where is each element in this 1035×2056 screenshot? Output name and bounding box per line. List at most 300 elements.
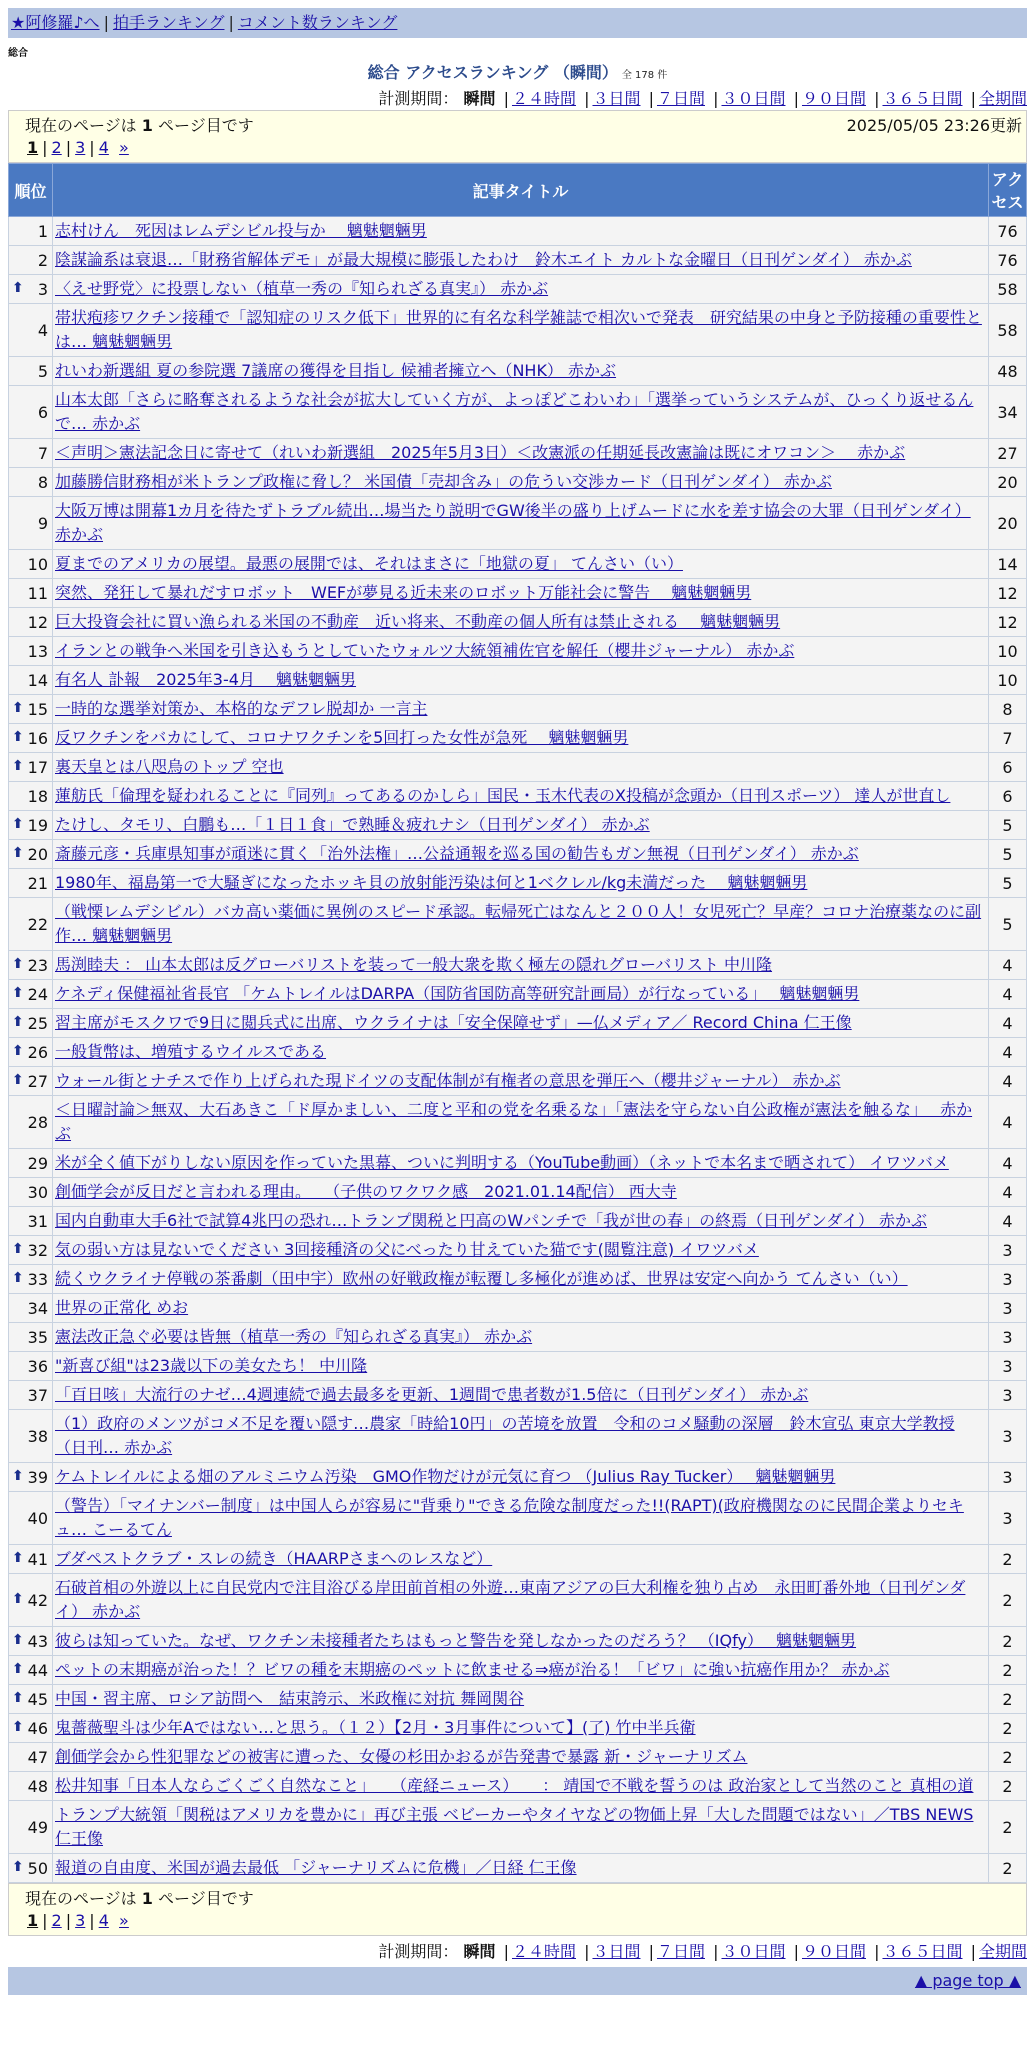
title-cell bbox=[53, 1463, 989, 1492]
rank-number: 23 bbox=[27, 955, 48, 975]
updated-time: 2025/05/05 23:26更新 bbox=[846, 116, 1022, 135]
table-row bbox=[9, 695, 1027, 724]
rank-number: 38 bbox=[27, 1426, 48, 1446]
access-count: 2 bbox=[989, 1714, 1027, 1743]
rank-number: 39 bbox=[27, 1467, 48, 1487]
access-count: 7 bbox=[989, 724, 1027, 753]
table-row bbox=[9, 550, 1027, 579]
rank-cell bbox=[9, 695, 53, 724]
pager-link-4[interactable]: 4 bbox=[98, 138, 109, 157]
title-cell bbox=[53, 1574, 989, 1627]
ranking-table bbox=[8, 163, 1027, 1883]
period-link-30d[interactable]: ３０日間 bbox=[721, 89, 786, 108]
article-link[interactable]: 加藤勝信財務相が米トランプ政権に脅し？ 米国債「売却含み」の危うい交渉カード（日刊ゲンダイ） 赤かぶ bbox=[55, 472, 832, 491]
pager-current: 1 bbox=[27, 1911, 39, 1930]
rank-cell bbox=[9, 1096, 53, 1149]
header-title: 記事タイトル bbox=[53, 164, 989, 217]
table-row bbox=[9, 275, 1027, 304]
article-link[interactable]: 憲法改正急ぐ必要は皆無（植草一秀の『知られざる真実』） 赤かぶ bbox=[55, 1327, 533, 1346]
article-link[interactable]: 創価学会から性犯罪などの被害に遭った、女優の杉田かおるが告発書で暴露 新・ジャーナリズム bbox=[55, 1747, 748, 1766]
access-count: 5 bbox=[989, 869, 1027, 898]
title-cell bbox=[53, 497, 989, 550]
article-link[interactable]: 大阪万博は開幕1カ月を待たずトラブル続出…場当たり説明でGW後半の盛り上げムードに水を差す協会の大罪（日刊ゲンダイ） 赤かぶ bbox=[55, 501, 971, 544]
table-row bbox=[9, 1067, 1027, 1096]
article-link[interactable]: 蓮舫氏「倫理を疑われることに『同列』ってあるのかしら」国民・玉木代表のX投稿が念頭か（日刊スポーツ） 達人が世直し bbox=[55, 786, 951, 805]
rank-number: 36 bbox=[27, 1356, 48, 1376]
table-row bbox=[9, 1463, 1027, 1492]
up-arrow-icon: ⬆ bbox=[12, 984, 24, 1001]
access-count: 8 bbox=[989, 695, 1027, 724]
title-cell bbox=[53, 753, 989, 782]
table-row bbox=[9, 1854, 1027, 1883]
title-cell bbox=[53, 1294, 989, 1323]
table-row bbox=[9, 1352, 1027, 1381]
ranking-body bbox=[9, 217, 1027, 1883]
title-cell bbox=[53, 1854, 989, 1883]
title-cell bbox=[53, 898, 989, 951]
pager-status-post: ページ目です bbox=[158, 116, 254, 135]
rank-cell bbox=[9, 1038, 53, 1067]
table-row bbox=[9, 1178, 1027, 1207]
access-count: 4 bbox=[989, 980, 1027, 1009]
rank-number: 9 bbox=[37, 513, 48, 533]
access-count: 3 bbox=[989, 1463, 1027, 1492]
rank-number: 32 bbox=[27, 1240, 48, 1260]
title-cell bbox=[53, 579, 989, 608]
rank-cell bbox=[9, 1656, 53, 1685]
top-nav: ★阿修羅♪へ | 拍手ランキング | コメント数ランキング bbox=[8, 8, 1027, 38]
title-cell bbox=[53, 724, 989, 753]
title-cell bbox=[53, 304, 989, 357]
access-count: 76 bbox=[989, 246, 1027, 275]
pager-status-post: ページ目です bbox=[158, 1889, 254, 1908]
rank-cell bbox=[9, 811, 53, 840]
up-arrow-icon: ⬆ bbox=[12, 1689, 24, 1706]
access-count: 2 bbox=[989, 1743, 1027, 1772]
title-cell bbox=[53, 1381, 989, 1410]
table-row bbox=[9, 497, 1027, 550]
access-count: 3 bbox=[989, 1265, 1027, 1294]
rank-cell bbox=[9, 1492, 53, 1545]
article-link[interactable]: 夏までのアメリカの展望。最悪の展開では、それはまさに「地獄の夏」 てんさい（い） bbox=[55, 554, 683, 573]
period-link-24h[interactable]: ２４時間 bbox=[511, 1942, 576, 1961]
article-link[interactable]: ＜日曜討論＞無双、大石あきこ「ド厚かましい、二度と平和の党を名乗るな」「憲法を守らない自公政権が憲法を触るな」 赤かぶ bbox=[55, 1100, 973, 1143]
rank-number: 20 bbox=[27, 844, 48, 864]
table-row bbox=[9, 1381, 1027, 1410]
rank-number: 17 bbox=[27, 757, 48, 777]
title-cell bbox=[53, 695, 989, 724]
access-count: 4 bbox=[989, 1207, 1027, 1236]
title-cell bbox=[53, 1627, 989, 1656]
rank-number: 24 bbox=[27, 984, 48, 1004]
rank-number: 13 bbox=[27, 641, 48, 661]
table-row bbox=[9, 357, 1027, 386]
up-arrow-icon: ⬆ bbox=[12, 1631, 24, 1648]
access-count: 5 bbox=[989, 811, 1027, 840]
article-link[interactable]: 松井知事「日本人ならごくごく自然なこと」 （産経ニュース） ： 靖国で不戦を誓うのは 政治家として当然のこと 真相の道 bbox=[55, 1776, 974, 1795]
rank-number: 18 bbox=[27, 786, 48, 806]
period-link-7d[interactable]: ７日間 bbox=[656, 89, 705, 108]
pager-status-num: 1 bbox=[141, 116, 153, 135]
rank-cell bbox=[9, 386, 53, 439]
rank-number: 8 bbox=[37, 472, 48, 492]
rank-number: 11 bbox=[27, 583, 48, 603]
table-row bbox=[9, 637, 1027, 666]
title-cell bbox=[53, 951, 989, 980]
article-link[interactable]: 一時的な選挙対策か、本格的なデフレ脱却か 一言主 bbox=[55, 699, 428, 718]
article-link[interactable]: 石破首相の外遊以上に自民党内で注目浴びる岸田前首相の外遊…東南アジアの巨大利権を独り占め 永田町番外地（日刊ゲンダイ） 赤かぶ bbox=[55, 1578, 966, 1621]
rank-cell bbox=[9, 666, 53, 695]
title-cell bbox=[53, 1656, 989, 1685]
footer-bar bbox=[8, 1967, 1027, 1995]
rank-number: 41 bbox=[27, 1549, 48, 1569]
rank-number: 10 bbox=[27, 554, 48, 574]
title-cell bbox=[53, 782, 989, 811]
access-count: 3 bbox=[989, 1294, 1027, 1323]
article-link[interactable]: （戦慄レムデシビル）バカ高い薬価に異例のスピード承認。転帰死亡はなんと２００人！女児死亡？早産？コロナ治療薬なのに副作… 魑魅魍魎男 bbox=[55, 902, 982, 945]
article-link[interactable]: 反ワクチンをバカにして、コロナワクチンを5回打った女性が急死 魑魅魍魎男 bbox=[55, 728, 629, 747]
table-row bbox=[9, 753, 1027, 782]
article-link[interactable]: 米が全く値下がりしない原因を作っていた黒幕、ついに判明する（YouTube動画）（ネットで本名まで晒されて） イワツバメ bbox=[55, 1153, 949, 1172]
access-count: 5 bbox=[989, 840, 1027, 869]
article-link[interactable]: ケネディ保健福祉省長官 「ケムトレイルはDARPA（国防省国防高等研究計画局）が行なっている」 魑魅魍魎男 bbox=[55, 984, 860, 1003]
access-count: 3 bbox=[989, 1352, 1027, 1381]
rank-cell bbox=[9, 1627, 53, 1656]
article-link[interactable]: ウォール街とナチスで作り上げられた現ドイツの支配体制が有権者の意思を弾圧へ（櫻井ジャーナル） 赤かぶ bbox=[55, 1071, 841, 1090]
rank-cell bbox=[9, 1545, 53, 1574]
rank-cell bbox=[9, 1207, 53, 1236]
article-link[interactable]: 国内自動車大手6社で試算4兆円の恐れ…トランプ関税と円高のWパンチで「我が世の春」の終焉（日刊ゲンダイ） 赤かぶ bbox=[55, 1211, 927, 1230]
access-count: 4 bbox=[989, 1096, 1027, 1149]
access-count: 4 bbox=[989, 1149, 1027, 1178]
title-cell bbox=[53, 811, 989, 840]
rank-number: 15 bbox=[27, 699, 48, 719]
title-cell bbox=[53, 1743, 989, 1772]
rank-number: 35 bbox=[27, 1327, 48, 1347]
title-cell bbox=[53, 357, 989, 386]
rank-cell bbox=[9, 724, 53, 753]
table-row bbox=[9, 1772, 1027, 1801]
pager-link-4[interactable]: 4 bbox=[98, 1911, 109, 1930]
rank-number: 2 bbox=[37, 250, 48, 270]
article-link[interactable]: 習主席がモスクワで9日に閲兵式に出席、ウクライナは「安全保障せず」—仏メディア／ Record China 仁王像 bbox=[55, 1013, 852, 1032]
table-row bbox=[9, 1236, 1027, 1265]
rank-number: 5 bbox=[37, 361, 48, 381]
period-link-3d[interactable]: ３日間 bbox=[592, 89, 641, 108]
article-link[interactable]: （1）政府のメンツがコメ不足を覆い隠す…農家「時給10円」の苦境を放置 令和のコメ騒動の深層 鈴木宣弘 東京大学教授（日刊… 赤かぶ bbox=[55, 1414, 955, 1457]
nav-link-clap-ranking[interactable]: 拍手ランキング bbox=[112, 13, 225, 32]
page-title-text: 総合 アクセスランキング （瞬間） bbox=[367, 63, 618, 82]
rank-number: 43 bbox=[27, 1631, 48, 1651]
access-count: 3 bbox=[989, 1410, 1027, 1463]
up-arrow-icon: ⬆ bbox=[12, 1467, 24, 1484]
table-row bbox=[9, 1545, 1027, 1574]
pager-link-3[interactable]: 3 bbox=[75, 138, 86, 157]
rank-cell bbox=[9, 1178, 53, 1207]
period-link-all[interactable]: 全期間 bbox=[978, 89, 1027, 108]
rank-cell bbox=[9, 782, 53, 811]
title-cell bbox=[53, 1149, 989, 1178]
period-link-7d[interactable]: ７日間 bbox=[656, 1942, 705, 1961]
rank-cell bbox=[9, 1410, 53, 1463]
rank-cell bbox=[9, 608, 53, 637]
title-cell bbox=[53, 1685, 989, 1714]
rank-number: 14 bbox=[27, 670, 48, 690]
article-link[interactable]: ケムトレイルによる畑のアルミニウム汚染 GMO作物だけが元気に育つ （Julius Ray Tucker） 魑魅魍魎男 bbox=[55, 1467, 836, 1486]
up-arrow-icon: ⬆ bbox=[12, 1858, 24, 1875]
pager-status-num: 1 bbox=[141, 1889, 153, 1908]
rank-cell bbox=[9, 468, 53, 497]
table-row bbox=[9, 439, 1027, 468]
rank-number: 29 bbox=[27, 1153, 48, 1173]
access-count: 2 bbox=[989, 1627, 1027, 1656]
table-row bbox=[9, 811, 1027, 840]
period-link-3d[interactable]: ３日間 bbox=[592, 1942, 641, 1961]
rank-cell bbox=[9, 275, 53, 304]
title-cell bbox=[53, 1009, 989, 1038]
article-link[interactable]: 「百日咳」大流行のナゼ…4週連続で過去最多を更新、1週間で患者数が1.5倍に（日刊ゲンダイ） 赤かぶ bbox=[55, 1385, 809, 1404]
rank-number: 6 bbox=[37, 402, 48, 422]
article-link[interactable]: ブダペストクラブ・スレの続き（HAARPさまへのレスなど） bbox=[55, 1549, 493, 1568]
nav-link-comment-ranking[interactable]: コメント数ランキング bbox=[237, 13, 398, 32]
article-link[interactable]: れいわ新選組 夏の参院選 7議席の獲得を目指し 候補者擁立へ（NHK） 赤かぶ bbox=[55, 361, 617, 380]
article-link[interactable]: 一般貨幣は、増殖するウイルスである bbox=[55, 1042, 327, 1061]
rank-number: 46 bbox=[27, 1718, 48, 1738]
period-link-365d[interactable]: ３６５日間 bbox=[882, 1942, 963, 1961]
title-cell bbox=[53, 1038, 989, 1067]
article-link[interactable]: 山本太郎「さらに略奪されるような社会が拡大していく方が、よっぽどこわいわ」「選挙っていうシステムが、ひっくり返せるんで… 赤かぶ bbox=[55, 390, 974, 433]
access-count: 20 bbox=[989, 497, 1027, 550]
table-row bbox=[9, 217, 1027, 246]
period-link-90d[interactable]: ９０日間 bbox=[801, 1942, 866, 1961]
access-count: 4 bbox=[989, 1009, 1027, 1038]
up-arrow-icon: ⬆ bbox=[12, 955, 24, 972]
access-count: 3 bbox=[989, 1323, 1027, 1352]
article-link[interactable]: 突然、発狂して暴れだすロボット WEFが夢見る近未来のロボット万能社会に警告 魑魅魍魎男 bbox=[55, 583, 752, 602]
table-row bbox=[9, 666, 1027, 695]
title-cell bbox=[53, 1352, 989, 1381]
rank-cell bbox=[9, 1265, 53, 1294]
access-count: 48 bbox=[989, 357, 1027, 386]
rank-cell bbox=[9, 304, 53, 357]
rank-cell bbox=[9, 497, 53, 550]
article-link[interactable]: "新喜び組"は23歳以下の美女たち！ 中川隆 bbox=[55, 1356, 368, 1375]
period-link-90d[interactable]: ９０日間 bbox=[801, 89, 866, 108]
rank-cell bbox=[9, 840, 53, 869]
title-cell bbox=[53, 1801, 989, 1854]
period-selector-bottom: 計測期間： 瞬間 | ２４時間 | ３日間 | ７日間 | ３０日間 | ９０日間 | ３６５日間 | 全期間 bbox=[378, 1942, 1027, 1961]
title-cell bbox=[53, 637, 989, 666]
pager-bottom bbox=[8, 1883, 1027, 1936]
rank-cell bbox=[9, 357, 53, 386]
article-link[interactable]: 帯状疱疹ワクチン接種で「認知症のリスク低下」世界的に有名な科学雑誌で相次いで発表 研究結果の中身と予防接種の重要性とは… 魑魅魍魎男 bbox=[55, 308, 982, 351]
rank-cell bbox=[9, 951, 53, 980]
article-link[interactable]: （警告）「マイナンバー制度」は中国人らが容易に"背乗り"できる危険な制度だった!!(RAPT)(政府機関なのに民間企業よりセキュ… こーるてん bbox=[55, 1496, 964, 1539]
access-count: 2 bbox=[989, 1854, 1027, 1883]
rank-number: 47 bbox=[27, 1747, 48, 1767]
access-count: 4 bbox=[989, 1038, 1027, 1067]
article-link[interactable]: 馬渕睦夫 ： 山本太郎は反グローバリストを装って一般大衆を欺く極左の隠れグローバリスト 中川隆 bbox=[55, 955, 773, 974]
rank-number: 44 bbox=[27, 1660, 48, 1680]
pager-status-bottom bbox=[25, 1886, 254, 1909]
table-row bbox=[9, 1149, 1027, 1178]
pager-links-bottom: 1 | 2 | 3 | 4 » bbox=[27, 1911, 129, 1930]
up-arrow-icon: ⬆ bbox=[12, 1013, 24, 1030]
article-link[interactable]: トランプ大統領「関税はアメリカを豊かに」再び主張 ベビーカーやタイヤなどの物価上昇「大した問題ではない」／TBS NEWS 仁王像 bbox=[55, 1805, 974, 1848]
article-link[interactable]: 有名人 訃報 2025年3-4月 魑魅魍魎男 bbox=[55, 670, 357, 689]
rank-cell bbox=[9, 1772, 53, 1801]
rank-cell bbox=[9, 579, 53, 608]
table-row bbox=[9, 1492, 1027, 1545]
title-cell bbox=[53, 1545, 989, 1574]
rank-cell bbox=[9, 1294, 53, 1323]
header-rank: 順位 bbox=[9, 164, 53, 217]
article-link[interactable]: 〈えせ野党〉に投票しない（植草一秀の『知られざる真実』） 赤かぶ bbox=[55, 279, 549, 298]
pager-next[interactable]: » bbox=[119, 138, 129, 157]
up-arrow-icon: ⬆ bbox=[12, 1718, 24, 1735]
title-cell bbox=[53, 869, 989, 898]
article-link[interactable]: 中国・習主席、ロシア訪問へ 結束誇示、米政権に対抗 舞岡関谷 bbox=[55, 1689, 525, 1708]
period-link-365d[interactable]: ３６５日間 bbox=[882, 89, 963, 108]
access-count: 2 bbox=[989, 1574, 1027, 1627]
up-arrow-icon: ⬆ bbox=[12, 279, 24, 296]
title-cell bbox=[53, 608, 989, 637]
rank-number: 27 bbox=[27, 1071, 48, 1091]
access-count: 6 bbox=[989, 782, 1027, 811]
rank-cell bbox=[9, 1801, 53, 1854]
rank-number: 22 bbox=[27, 914, 48, 934]
up-arrow-icon: ⬆ bbox=[12, 1660, 24, 1677]
article-link[interactable]: 鬼薔薇聖斗は少年Aではない…と思う。（１２）【2月・3月事件について】(了) 竹中半兵衛 bbox=[55, 1718, 696, 1737]
access-count: 12 bbox=[989, 608, 1027, 637]
article-link[interactable]: ＜声明＞憲法記念日に寄せて（れいわ新選組 2025年5月3日）＜改憲派の任期延長改憲論は既にオワコン＞ 赤かぶ bbox=[55, 443, 906, 462]
rank-cell bbox=[9, 753, 53, 782]
rank-cell bbox=[9, 439, 53, 468]
rank-number: 40 bbox=[27, 1508, 48, 1528]
table-row bbox=[9, 1574, 1027, 1627]
article-link[interactable]: イランとの戦争へ米国を引き込もうとしていたウォルツ大統領補佐官を解任（櫻井ジャーナル） 赤かぶ bbox=[55, 641, 795, 660]
rank-number: 42 bbox=[27, 1590, 48, 1610]
nav-link-asyura[interactable]: ★阿修羅♪へ bbox=[11, 13, 100, 32]
rank-cell bbox=[9, 1323, 53, 1352]
rank-cell bbox=[9, 980, 53, 1009]
access-count: 58 bbox=[989, 275, 1027, 304]
title-cell bbox=[53, 840, 989, 869]
article-link[interactable]: 陰謀論系は衰退…「財務省解体デモ」が最大規模に膨張したわけ 鈴木エイト カルトな金曜日（日刊ゲンダイ） 赤かぶ bbox=[55, 250, 912, 269]
period-link-24h[interactable]: ２４時間 bbox=[511, 89, 576, 108]
access-count: 4 bbox=[989, 1067, 1027, 1096]
table-row bbox=[9, 468, 1027, 497]
up-arrow-icon: ⬆ bbox=[12, 1071, 24, 1088]
rank-number: 25 bbox=[27, 1013, 48, 1033]
article-link[interactable]: ペットの末期癌が治った！？ビワの種を末期癌のペットに飲ませる⇒癌が治る！「ビワ」に強い抗癌作用か？ 赤かぶ bbox=[55, 1660, 890, 1679]
up-arrow-icon: ⬆ bbox=[12, 699, 24, 716]
rank-number: 33 bbox=[27, 1269, 48, 1289]
article-link[interactable]: 続くウクライナ停戦の茶番劇（田中宇）欧州の好戦政権が転覆し多極化が進めば、世界は安定へ向かう てんさい（い） bbox=[55, 1269, 908, 1288]
title-cell bbox=[53, 275, 989, 304]
title-cell bbox=[53, 1178, 989, 1207]
period-link-all[interactable]: 全期間 bbox=[978, 1942, 1027, 1961]
rank-number: 7 bbox=[37, 443, 48, 463]
table-row bbox=[9, 1265, 1027, 1294]
table-row bbox=[9, 1038, 1027, 1067]
page-top-link[interactable]: ▲ page top ▲ bbox=[914, 1971, 1021, 1990]
access-count: 2 bbox=[989, 1685, 1027, 1714]
article-link[interactable]: 気の弱い方は見ないでください 3回接種済の父にべったり甘えていた猫です(閲覧注意) イワツバメ bbox=[55, 1240, 759, 1259]
pager-link-3[interactable]: 3 bbox=[75, 1911, 86, 1930]
pager-link-2[interactable]: 2 bbox=[51, 138, 62, 157]
up-arrow-icon: ⬆ bbox=[12, 1269, 24, 1286]
article-link[interactable]: 志村けん 死因はレムデシビル投与か 魑魅魍魎男 bbox=[55, 221, 427, 240]
title-cell bbox=[53, 1207, 989, 1236]
pager-next[interactable]: » bbox=[119, 1911, 129, 1930]
rank-cell bbox=[9, 1685, 53, 1714]
access-count: 2 bbox=[989, 1772, 1027, 1801]
rank-cell bbox=[9, 1743, 53, 1772]
access-count: 10 bbox=[989, 637, 1027, 666]
table-row bbox=[9, 898, 1027, 951]
article-link[interactable]: 1980年、福島第一で大騒ぎになったホッキ貝の放射能汚染は何と1ベクレル/kg未満だった 魑魅魍魎男 bbox=[55, 873, 808, 892]
pager-links: 1 | 2 | 3 | 4 » bbox=[27, 138, 129, 157]
rank-number: 3 bbox=[37, 279, 48, 299]
rank-number: 19 bbox=[27, 815, 48, 835]
title-cell bbox=[53, 217, 989, 246]
rank-cell bbox=[9, 1236, 53, 1265]
pager-top bbox=[8, 110, 1027, 163]
up-arrow-icon: ⬆ bbox=[12, 1240, 24, 1257]
title-cell bbox=[53, 1410, 989, 1463]
article-link[interactable]: 裏天皇とは八咫烏のトップ 空也 bbox=[55, 757, 284, 776]
article-link[interactable]: 創価学会が反日だと言われる理由。 （子供のワクワク感 2021.01.14配信） 西大寺 bbox=[55, 1182, 677, 1201]
access-count: 58 bbox=[989, 304, 1027, 357]
rank-number: 49 bbox=[27, 1817, 48, 1837]
period-link-30d[interactable]: ３０日間 bbox=[721, 1942, 786, 1961]
table-row bbox=[9, 951, 1027, 980]
article-link[interactable]: たけし、タモリ、白鵬も…「１日１食」で熟睡＆疲れナシ（日刊ゲンダイ） 赤かぶ bbox=[55, 815, 650, 834]
title-cell bbox=[53, 980, 989, 1009]
title-cell bbox=[53, 1067, 989, 1096]
rank-cell bbox=[9, 637, 53, 666]
article-link[interactable]: 報道の自由度、米国が過去最低 「ジャーナリズムに危機」／日経 仁王像 bbox=[55, 1858, 577, 1877]
header-access: アクセス bbox=[989, 164, 1027, 217]
title-cell bbox=[53, 386, 989, 439]
table-header-row bbox=[9, 164, 1027, 217]
title-cell bbox=[53, 550, 989, 579]
rank-number: 34 bbox=[27, 1298, 48, 1318]
article-link[interactable]: 巨大投資会社に買い漁られる米国の不動産 近い将来、不動産の個人所有は禁止される 魑魅魍魎男 bbox=[55, 612, 781, 631]
rank-cell bbox=[9, 1009, 53, 1038]
title-cell bbox=[53, 468, 989, 497]
up-arrow-icon: ⬆ bbox=[12, 728, 24, 745]
article-link[interactable]: 彼らは知っていた。なぜ、ワクチン未接種者たちはもっと警告を発しなかったのだろう？ （IQfy） 魑魅魍魎男 bbox=[55, 1631, 857, 1650]
up-arrow-icon: ⬆ bbox=[12, 1549, 24, 1566]
rank-number: 16 bbox=[27, 728, 48, 748]
article-link[interactable]: 斎藤元彦・兵庫県知事が頑迷に貫く「治外法権」…公益通報を巡る国の勧告もガン無視（日刊ゲンダイ） 赤かぶ bbox=[55, 844, 859, 863]
pager-status-pre: 現在のページは bbox=[25, 116, 137, 135]
title-cell bbox=[53, 666, 989, 695]
total-count: 全 178 件 bbox=[621, 70, 668, 81]
rank-number: 28 bbox=[27, 1112, 48, 1132]
rank-number: 45 bbox=[27, 1689, 48, 1709]
pager-link-2[interactable]: 2 bbox=[51, 1911, 62, 1930]
article-link[interactable]: 世界の正常化 めお bbox=[55, 1298, 189, 1317]
rank-number: 50 bbox=[27, 1858, 48, 1878]
period-current: 瞬間 bbox=[463, 89, 496, 108]
title-cell bbox=[53, 1714, 989, 1743]
access-count: 20 bbox=[989, 468, 1027, 497]
table-row bbox=[9, 1323, 1027, 1352]
table-row bbox=[9, 1627, 1027, 1656]
